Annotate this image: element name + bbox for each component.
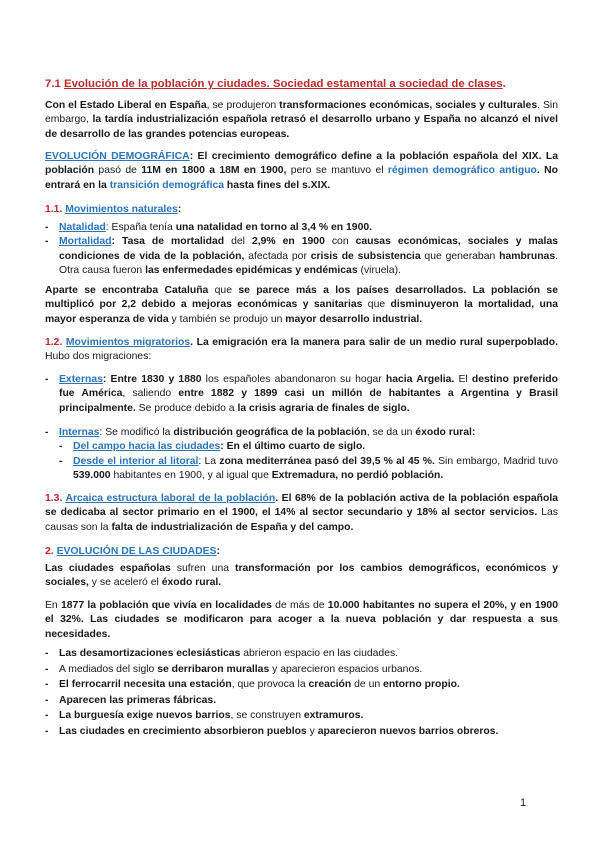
- item1-c: y aparecieron espacios urbanos.: [269, 663, 423, 675]
- mortalidad-label: Mortalidad: [59, 236, 112, 248]
- evo-t1: : El crecimiento demográfico define a la población española del XIX.: [189, 151, 542, 162]
- list-item: [45, 373, 558, 416]
- item1-b: se derribaron murallas: [157, 663, 270, 675]
- cat-t7: mayor desarrollo industrial.: [285, 313, 423, 325]
- item1-a: A mediados del siglo: [59, 663, 158, 675]
- natural-movements-heading: [45, 203, 558, 217]
- sub2-t5: habitantes en 1900, y al igual que: [110, 470, 272, 482]
- s12-head: Movimientos migratorios: [65, 337, 191, 348]
- item2-e: entorno propio.: [383, 679, 460, 691]
- item4-c: extramuros.: [303, 710, 364, 722]
- nat-t1: : España tenía: [105, 222, 176, 233]
- interior-litoral-label: Desde el interior al litoral: [73, 455, 199, 467]
- cat-t2: que: [208, 285, 239, 296]
- catalonia-paragraph: [45, 284, 558, 327]
- list-item: [45, 646, 558, 662]
- evo-t5: pero se mantuvo el: [286, 165, 388, 177]
- list-item: [45, 426, 558, 440]
- page-number: 1: [520, 797, 527, 809]
- item3-a: Aparecen las primeras fábricas.: [59, 694, 217, 706]
- externas-label: Externas: [59, 374, 103, 385]
- item2-a: El ferrocarril necesita una estación: [59, 679, 232, 691]
- bullet-dash: -: [45, 710, 49, 722]
- item2-d: de un: [351, 679, 384, 691]
- title-end: .: [502, 78, 506, 90]
- sub2-t2: zona mediterránea pasó del 39,5 % al 45 %.: [219, 455, 435, 467]
- item0-b: abrieron espacio en las ciudades.: [240, 648, 399, 659]
- cities-paragraph-2: [45, 599, 558, 642]
- ext-t8: Se produce debido a: [135, 402, 238, 414]
- s13-t2: Las causas son la: [45, 507, 558, 533]
- bullet-dash: -: [59, 441, 63, 453]
- intro-t5: la tardía industrialización española retrasó el desarrollo urbano y España no alcanzó el nivel de desarrollo de las grandes potencias europeas.: [45, 114, 558, 140]
- int-t1: : Se modificó la: [99, 427, 174, 438]
- external-migration-list: [45, 373, 558, 416]
- evo-t4: 11M en 1800 a 18M en 1900,: [141, 165, 287, 177]
- s12-num: 1.2.: [45, 337, 66, 348]
- item0-a: Las desamortizaciones eclesiásticas: [59, 648, 241, 659]
- bullet-dash: -: [45, 222, 49, 233]
- evo-t9: hasta fines del s.XIX.: [224, 179, 331, 191]
- cities-paragraph-1: [45, 562, 558, 591]
- s13-t3: falta de industrialización de España y del campo.: [111, 521, 354, 533]
- mor-t9: hambrunas: [499, 250, 556, 262]
- list-item: [45, 724, 558, 740]
- nat-t2: una natalidad en torno al 3,4 % en 1900.: [175, 222, 373, 233]
- ext-t2: los españoles abandonaron su hogar: [201, 374, 386, 385]
- int-t2: distribución geográfica de la población: [173, 427, 367, 438]
- mor-t12: (viruela).: [357, 265, 401, 277]
- cities-heading: [45, 545, 558, 559]
- sub2-t1: : La: [198, 455, 220, 467]
- internal-migration-list: [45, 426, 558, 484]
- sub2-t6: Extremadura, no perdió población.: [271, 470, 444, 482]
- title-number: 7.1: [45, 78, 64, 90]
- mor-t4: con: [324, 236, 356, 248]
- sub2-t4: 539.000: [73, 470, 111, 482]
- cat-t5: disminuyeron la mortalidad, una mayor esperanza de vida: [45, 299, 558, 325]
- bullet-dash: -: [59, 455, 63, 467]
- s13-t1: . El 68% de la población activa de la población española se dedicaba al sector primario en el 1900, el 14% al sector secundario y 18% al sector servicios.: [45, 493, 558, 519]
- evo-t2: La población: [45, 151, 558, 177]
- bullet-dash: -: [45, 694, 49, 706]
- list-item: [45, 677, 558, 693]
- section-title: [45, 77, 558, 92]
- evo-t7: . No entrará en la: [45, 165, 559, 191]
- ext-t7: entre 1882 y 1899 casi un millón de habitantes a Argentina y Brasil principalmente.: [59, 388, 558, 414]
- mor-t6: afectada por: [244, 250, 311, 262]
- ext-t6: , saliendo: [122, 388, 179, 400]
- evo-t6: régimen demográfico antiguo: [387, 165, 537, 177]
- natural-movements-list: [45, 221, 558, 279]
- p1-t4: y se aceleró el: [88, 577, 162, 589]
- demographic-paragraph: [45, 150, 558, 193]
- intro-t4: . Sin embargo,: [45, 100, 559, 126]
- sub2-t3: Sin embargo, Madrid tuvo: [434, 455, 558, 467]
- cities-list: [45, 646, 558, 740]
- item5-b: y: [306, 725, 318, 737]
- bullet-dash: -: [45, 427, 49, 438]
- cat-t6: y también se produjo un: [168, 313, 286, 325]
- mor-t5: causas económicas, sociales y malas condiciones de vida de la población,: [59, 236, 558, 262]
- list-item: [45, 662, 558, 678]
- ext-t1: : Entre 1830 y 1880: [102, 374, 202, 385]
- mor-t3: 2,9% en 1900: [251, 236, 325, 248]
- labor-structure-paragraph: [45, 492, 558, 535]
- int-t4: éxodo rural:: [415, 427, 476, 438]
- p1-t2: sufren una: [170, 563, 236, 574]
- s2-head: EVOLUCIÓN DE LAS CIUDADES: [56, 546, 217, 557]
- mor-t7: crisis de subsistencia: [310, 250, 421, 262]
- ext-t9: la crisis agraria de finales de siglo.: [237, 402, 410, 414]
- list-item: [45, 708, 558, 724]
- intro-t2: , se produjeron: [206, 100, 280, 111]
- intro-t3: transformaciones económicas, sociales y culturales: [279, 100, 538, 111]
- bullet-dash: -: [45, 648, 49, 659]
- item5-c: aparecieron nuevos barrios obreros.: [317, 725, 499, 737]
- list-item: [45, 221, 558, 235]
- intro-t1: Con el Estado Liberal en España: [45, 100, 207, 111]
- list-item: [45, 693, 558, 709]
- natalidad-label: Natalidad: [59, 222, 106, 233]
- item4-b: , se construyen: [230, 710, 304, 722]
- sub-list-item: [59, 455, 558, 484]
- internas-label: Internas: [59, 427, 100, 438]
- s13-num: 1.3.: [45, 493, 66, 504]
- s12-t1: . La emigración era la manera para salir de un medio rural superpoblado.: [190, 337, 559, 348]
- cat-t1: Aparte se encontraba Cataluña: [45, 285, 209, 296]
- s11-colon: :: [177, 204, 182, 215]
- p2-t1: En: [45, 600, 61, 611]
- item2-b: , que provoca la: [231, 679, 309, 691]
- s13-head: Arcaica estructura laboral de la población: [65, 493, 276, 504]
- p2-t2: 1877 la población que vivía en localidades: [61, 600, 272, 611]
- title-text: Evolución de la población y ciudades. Sociedad estamental a sociedad de clases: [64, 78, 503, 90]
- campo-ciudades-label: Del campo hacia las ciudades: [73, 441, 221, 453]
- s12-t2: Hubo dos migraciones:: [45, 351, 152, 363]
- sub-list-item: [59, 440, 558, 454]
- mor-t2: del: [224, 236, 252, 248]
- cat-t3: se parece más a los países desarrollados. La población se multiplicó por 2,2 debido a mejoras económicas y sanitarias: [45, 285, 558, 311]
- p1-t3: transformación por los cambios demográficos, económicos y sociales,: [45, 563, 558, 589]
- mor-t8: que generaban: [420, 250, 500, 262]
- ext-t4: El: [454, 374, 472, 385]
- ext-t3: hacia Argelia.: [385, 374, 455, 385]
- p1-t1: Las ciudades españolas: [45, 563, 171, 574]
- intro-paragraph: [45, 99, 558, 142]
- s11-head: Movimientos naturales: [65, 204, 178, 215]
- s2-num: 2.: [45, 546, 57, 557]
- s11-num: 1.1.: [45, 204, 66, 215]
- mor-t1: : Tasa de mortalidad: [111, 236, 225, 248]
- sub1-text: : En el último cuarto de siglo.: [220, 441, 366, 453]
- p2-t4: 10.000 habitantes no supera el 20%, y en 1900 el 32%. Las ciudades se modificaron para acoger a la nueva población y dar respuesta a sus necesidades.: [45, 600, 558, 640]
- bullet-dash: -: [45, 679, 49, 691]
- evo-t3: pasó de: [94, 165, 142, 177]
- p2-t3: de más de: [271, 600, 328, 611]
- bullet-dash: -: [45, 374, 49, 385]
- item2-c: creación: [308, 679, 352, 691]
- bullet-dash: -: [45, 725, 49, 737]
- item4-a: La burguesía exige nuevos barrios: [59, 710, 231, 722]
- int-t3: , se da un: [366, 427, 416, 438]
- s2-colon: :: [216, 546, 220, 557]
- bullet-dash: -: [45, 236, 49, 248]
- item5-a: Las ciudades en crecimiento absorbieron pueblos: [59, 725, 307, 737]
- list-item: [45, 235, 558, 278]
- p1-t5: éxodo rural.: [161, 577, 222, 589]
- migration-paragraph: [45, 336, 558, 365]
- ext-t5: destino preferido fue América: [59, 374, 559, 400]
- bullet-dash: -: [45, 663, 49, 675]
- mor-t10: . Otra causa fueron: [59, 250, 558, 277]
- mor-t11: las enfermedades epidémicas y endémicas: [145, 265, 358, 277]
- demographic-heading: EVOLUCIÓN DEMOGRÁFICA: [45, 151, 190, 162]
- evo-t8: transición demográfica: [109, 179, 225, 191]
- cat-t4: que: [362, 299, 391, 311]
